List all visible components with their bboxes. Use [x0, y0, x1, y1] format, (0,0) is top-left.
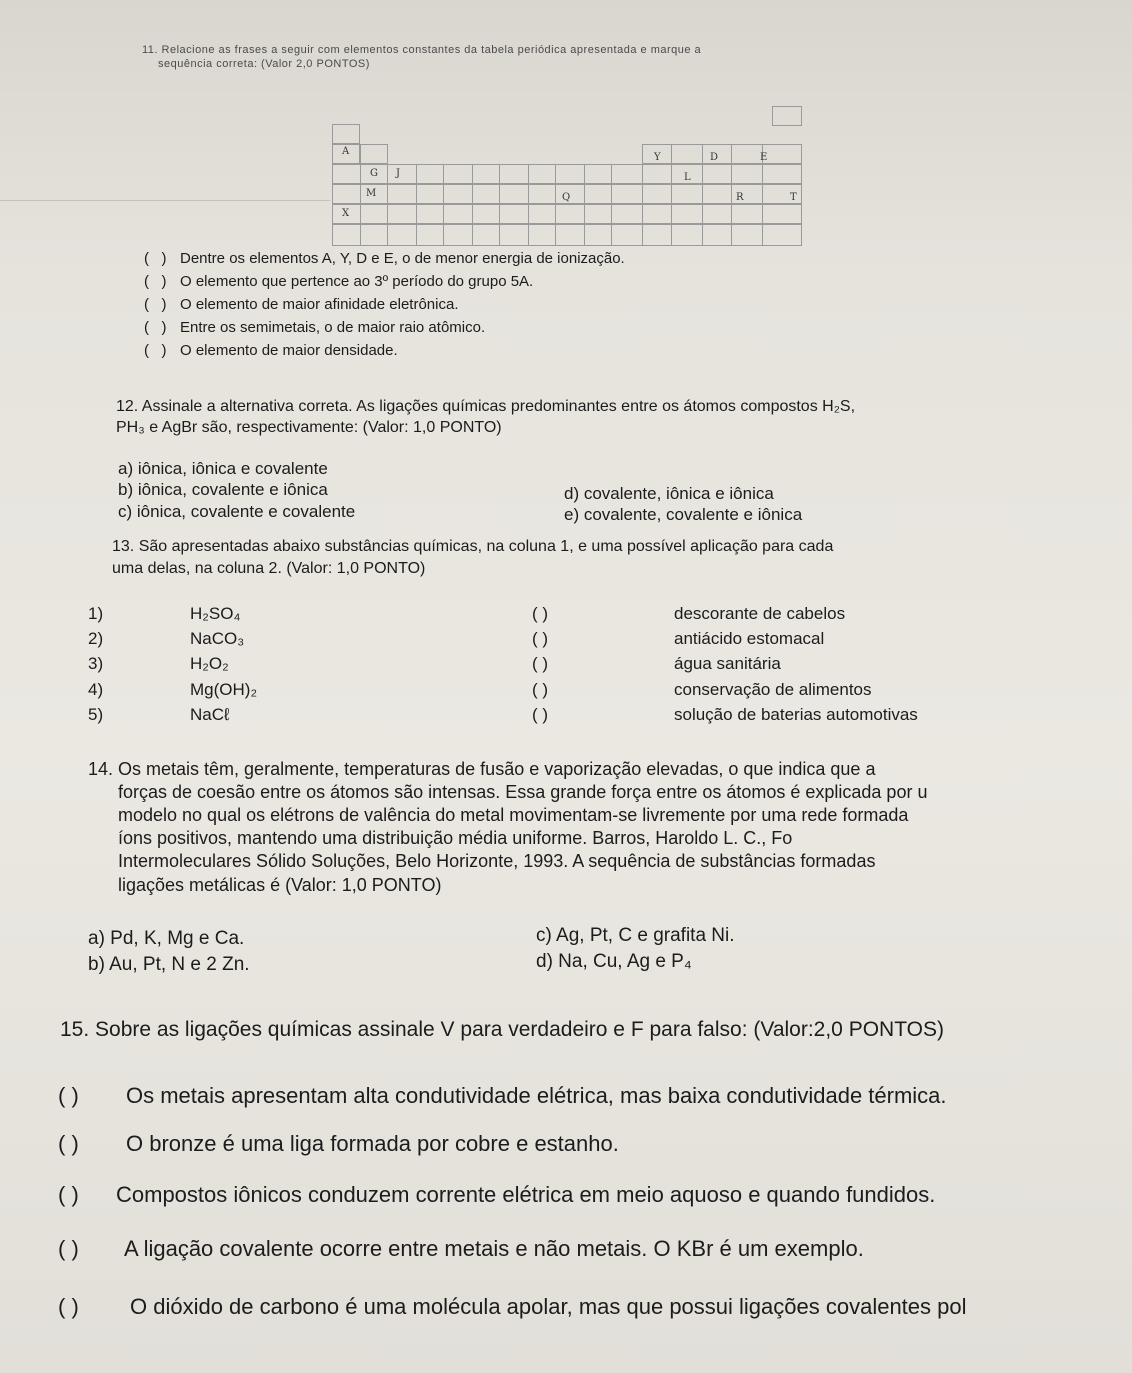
q11-item-text: O elemento de maior afinidade eletrônica. — [180, 296, 459, 313]
table-col — [472, 164, 500, 246]
q14-statement-line4: íons positivos, mantendo uma distribuição média uniforme. Barros, Haroldo L. C., Fo — [118, 828, 793, 848]
q14-statement-line1: 14. Os metais têm, geralmente, temperaturas de fusão e vaporização elevadas, o que indica que a — [88, 759, 876, 779]
q12-option-c[interactable]: c) iônica, covalente e covalente — [118, 502, 356, 521]
table-symbol: L — [684, 172, 691, 183]
q15-item — [58, 1182, 935, 1208]
answer-blank[interactable]: ( ) — [532, 629, 549, 648]
q11-item — [144, 319, 485, 336]
table-symbol: T — [790, 192, 797, 203]
q12-option-d[interactable]: d) covalente, iônica e iônica — [564, 484, 774, 503]
table-symbol: Y — [654, 152, 661, 163]
table-col — [528, 164, 556, 246]
q11-item — [144, 296, 459, 313]
q13-number: 1) — [88, 604, 104, 623]
q15-item-text: O bronze é uma liga formada por cobre e estanho. — [126, 1131, 619, 1156]
table-symbol: J — [396, 168, 401, 179]
q15-item-text: Compostos iônicos conduzem corrente elétrica em meio aquoso e quando fundidos. — [116, 1182, 936, 1207]
q15-item-text: Os metais apresentam alta condutividade elétrica, mas baixa condutividade térmica. — [126, 1083, 947, 1108]
q15-title: 15. Sobre as ligações químicas assinale V para verdadeiro e F para falso: (Valor:2,0 PONTOS) — [60, 1018, 944, 1041]
answer-blank[interactable]: ( ) — [532, 705, 549, 724]
q14-statement-line2: forças de coesão entre os átomos são intensas. Essa grande força entre os átomos é explicada por u — [118, 782, 928, 802]
q14-option-b[interactable]: b) Au, Pt, N e 2 Zn. — [88, 954, 250, 975]
q12-option-b[interactable]: b) iônica, covalente e iônica — [118, 480, 328, 499]
q14-statement-line6: ligações metálicas é (Valor: 1,0 PONTO) — [118, 875, 442, 895]
table-cell — [332, 124, 360, 144]
answer-blank[interactable]: ( ) — [144, 250, 167, 267]
q13-number: 3) — [88, 654, 104, 673]
answer-blank[interactable]: ( ) — [58, 1182, 79, 1207]
q13-application: conservação de alimentos — [674, 680, 872, 699]
q12-option-e[interactable]: e) covalente, covalente e iônica — [564, 505, 803, 524]
q14-statement-line5: Intermoleculares Sólido Soluções, Belo Horizonte, 1993. A sequência de substâncias formadas — [118, 851, 876, 871]
q13-application: solução de baterias automotivas — [674, 705, 918, 724]
q11-item — [144, 342, 398, 359]
q12-statement-line2: PH₃ e AgBr são, respectivamente: (Valor: 1,0 PONTO) — [116, 419, 502, 436]
q13-formula: H₂SO₄ — [190, 604, 241, 623]
answer-blank[interactable]: ( ) — [58, 1294, 79, 1319]
q11-item — [144, 273, 533, 290]
table-cell — [772, 106, 802, 126]
q13-statement-line1: 13. São apresentadas abaixo substâncias químicas, na coluna 1, e uma possível aplicação para cada — [112, 538, 834, 555]
q11-item-text: O elemento de maior densidade. — [180, 342, 398, 359]
q15-item — [58, 1131, 619, 1157]
q13-application: descorante de cabelos — [674, 604, 846, 623]
answer-blank[interactable]: ( ) — [144, 342, 167, 359]
page-edge-shadow — [0, 200, 330, 241]
q13-number: 5) — [88, 705, 104, 724]
table-symbol: E — [760, 152, 768, 163]
q13-formula: NaCO₃ — [190, 629, 245, 648]
table-symbol: D — [710, 152, 719, 163]
table-col — [416, 164, 444, 246]
q14-option-d[interactable]: d) Na, Cu, Ag e P₄ — [536, 951, 692, 972]
table-cell — [360, 144, 388, 164]
q12-option-a[interactable]: a) iônica, iônica e covalente — [118, 459, 328, 478]
q13-application: água sanitária — [674, 654, 781, 673]
table-symbol: A — [342, 146, 350, 157]
answer-blank[interactable]: ( ) — [144, 319, 167, 336]
answer-blank[interactable]: ( ) — [532, 604, 549, 623]
q11-item — [144, 250, 625, 267]
answer-blank[interactable]: ( ) — [58, 1083, 79, 1108]
q11-item-text: Dentre os elementos A, Y, D e E, o de menor energia de ionização. — [180, 250, 625, 267]
answer-blank[interactable]: ( ) — [532, 654, 549, 673]
q15-item — [58, 1236, 864, 1262]
periodic-table — [332, 106, 802, 246]
q11-item-text: Entre os semimetais, o de maior raio atômico. — [180, 319, 486, 336]
q13-statement-line2: uma delas, na coluna 2. (Valor: 1,0 PONTO) — [112, 560, 426, 577]
q14-statement-line3: modelo no qual os elétrons de valência do metal movimentam-se livremente por uma rede formada — [118, 805, 909, 825]
q13-formula: H₂O₂ — [190, 654, 229, 673]
q13-formula: NaCℓ — [190, 705, 230, 724]
q11-statement-line2: sequência correta: (Valor 2,0 PONTOS) — [158, 58, 370, 70]
q15-item-text: O dióxido de carbono é uma molécula apolar, mas que possui ligações covalentes pol — [130, 1294, 967, 1319]
answer-blank[interactable]: ( ) — [144, 296, 167, 313]
q13-number: 2) — [88, 629, 104, 648]
q13-number: 4) — [88, 680, 104, 699]
table-symbol: G — [370, 168, 378, 179]
q15-item-text: A ligação covalente ocorre entre metais e não metais. O KBr é um exemplo. — [124, 1236, 864, 1261]
q15-item — [58, 1083, 947, 1109]
answer-blank[interactable]: ( ) — [58, 1236, 79, 1261]
q11-item-text: O elemento que pertence ao 3º período do grupo 5A. — [180, 273, 534, 290]
q14-option-c[interactable]: c) Ag, Pt, C e grafita Ni. — [536, 925, 735, 946]
answer-blank[interactable]: ( ) — [144, 273, 167, 290]
q15-item — [58, 1294, 967, 1320]
q12-statement-line1: 12. Assinale a alternativa correta. As ligações químicas predominantes entre os átomos compostos H₂S, — [116, 398, 856, 415]
table-symbol: R — [736, 192, 744, 203]
q13-formula: Mg(OH)₂ — [190, 680, 258, 699]
q13-application: antiácido estomacal — [674, 629, 825, 648]
answer-blank[interactable]: ( ) — [58, 1131, 79, 1156]
table-col — [584, 164, 612, 246]
table-symbol: Q — [562, 192, 571, 203]
q11-statement-line1: 11. Relacione as frases a seguir com elementos constantes da tabela periódica apresentada e marque a — [142, 44, 702, 56]
table-symbol: X — [342, 208, 350, 219]
table-symbol: M — [366, 188, 377, 199]
q14-option-a[interactable]: a) Pd, K, Mg e Ca. — [88, 928, 245, 949]
answer-blank[interactable]: ( ) — [532, 680, 549, 699]
